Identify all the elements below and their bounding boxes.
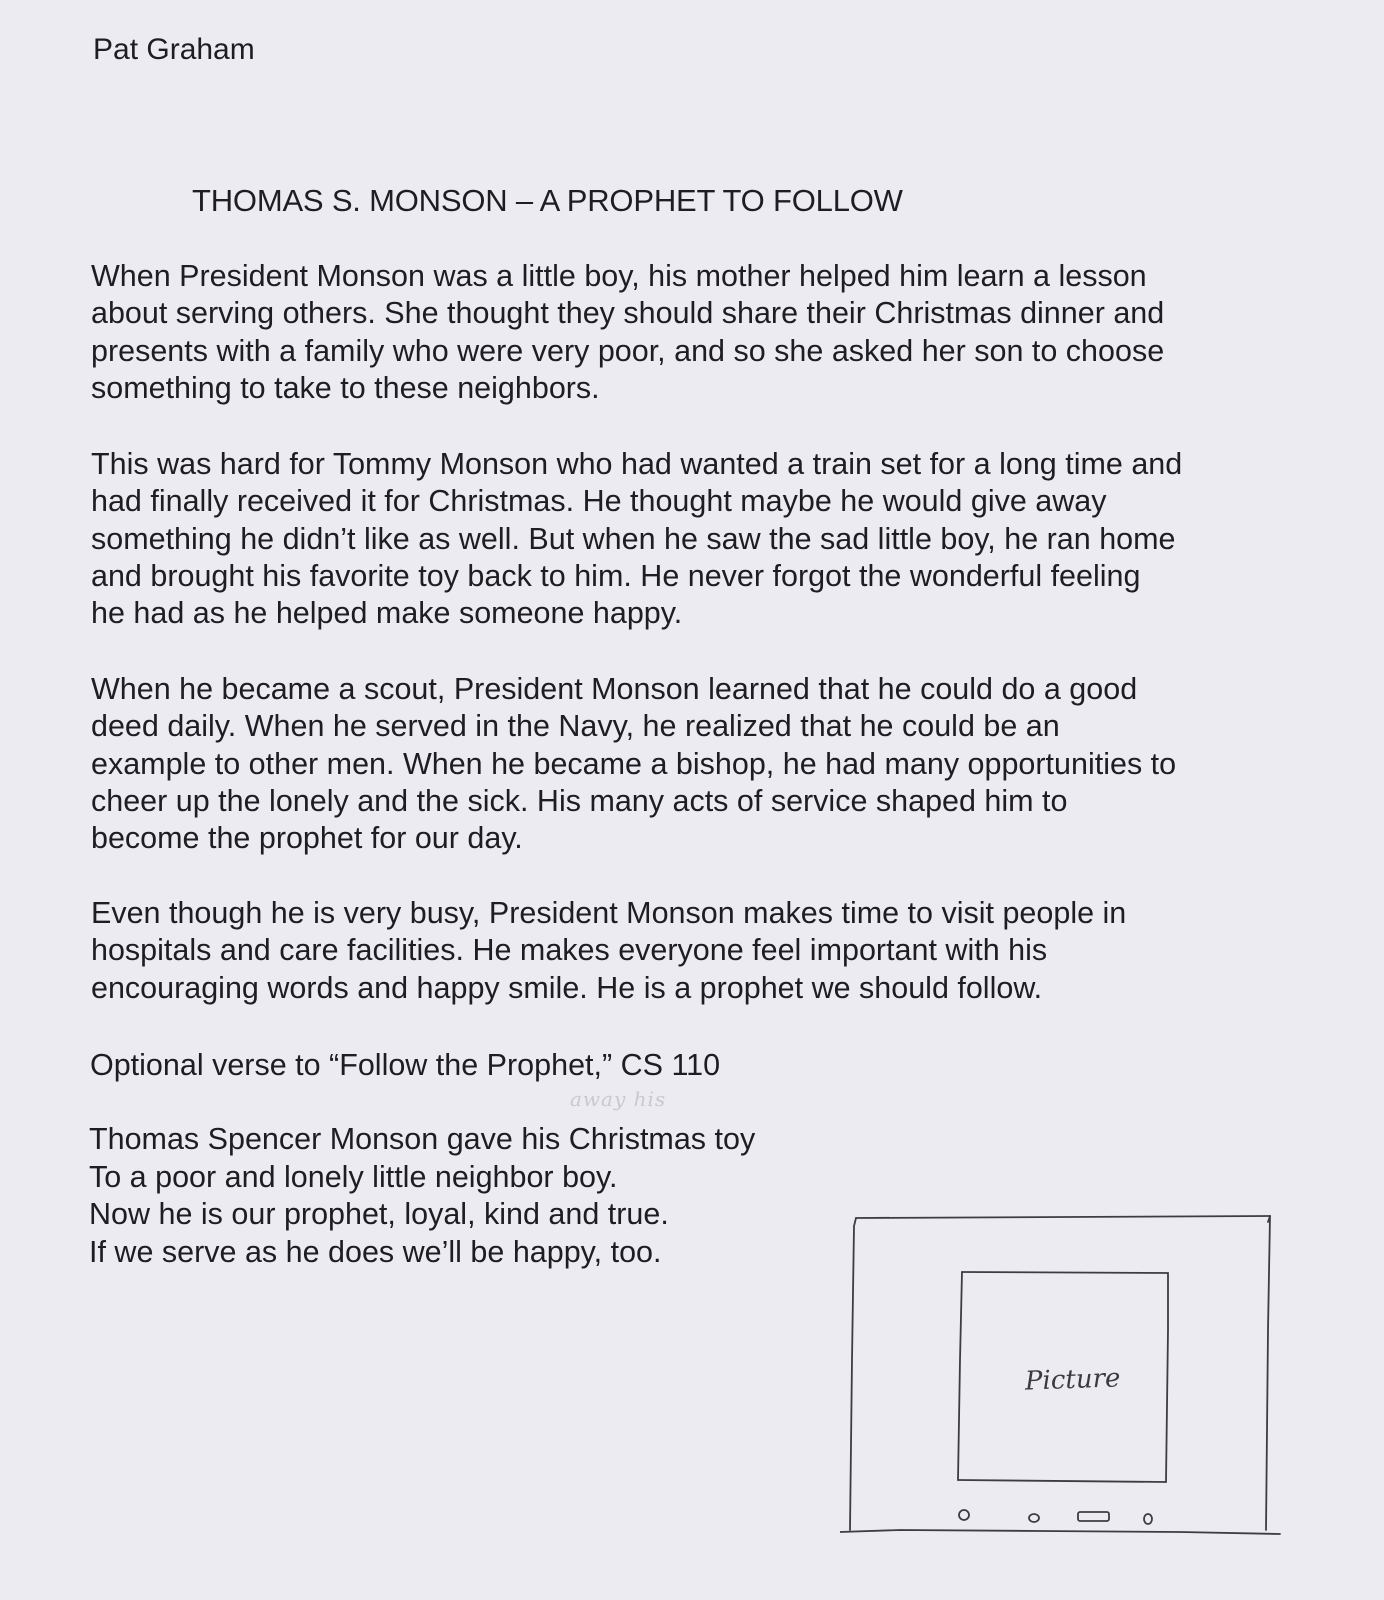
paragraph-line: This was hard for Tommy Monson who had wanted a train set for a long time and bbox=[91, 447, 1183, 481]
paragraph-line: example to other men. When he became a bishop, he had many opportunities to bbox=[91, 746, 1177, 781]
verse-line: To a poor and lonely little neighbor boy. bbox=[89, 1159, 618, 1194]
verse-line: Now he is our prophet, loyal, kind and true. bbox=[89, 1197, 669, 1231]
author-name: Pat Graham bbox=[93, 33, 255, 66]
verse bbox=[89, 1121, 755, 1271]
paragraph-line: he had as he helped make someone happy. bbox=[91, 596, 683, 631]
paragraph-line: When President Monson was a little boy, his mother helped him learn a lesson bbox=[91, 259, 1147, 293]
verse-line: If we serve as he does we’ll be happy, too. bbox=[89, 1234, 662, 1269]
paragraph-line: something to take to these neighbors. bbox=[91, 370, 600, 405]
document-title: THOMAS S. MONSON – A PROPHET TO FOLLOW bbox=[192, 183, 903, 218]
paragraph-4 bbox=[91, 895, 1321, 1007]
paragraph-line: presents with a family who were very poor, and so she asked her son to choose bbox=[91, 333, 1165, 368]
paragraph-line: cheer up the lonely and the sick. His many acts of service shaped him to bbox=[91, 783, 1068, 818]
paragraph-line: about serving others. She thought they should share their Christmas dinner and bbox=[91, 296, 1165, 331]
paragraph-line: When he became a scout, President Monson learned that he could do a good bbox=[91, 672, 1138, 706]
paragraph-1 bbox=[91, 258, 1321, 407]
paragraph-3 bbox=[91, 671, 1321, 857]
paragraph-line: and brought his favorite toy back to him. He never forgot the wonderful feeling bbox=[91, 558, 1141, 593]
paragraph-line: had finally received it for Christmas. He thought maybe he would give away bbox=[91, 484, 1107, 519]
optional-verse-label: Optional verse to “Follow the Prophet,” CS 110 bbox=[90, 1048, 721, 1082]
paragraph-line: Even though he is very busy, President Monson makes time to visit people in bbox=[91, 896, 1127, 930]
paragraph-2 bbox=[91, 446, 1321, 632]
paragraph-line: deed daily. When he served in the Navy, he realized that he could be an bbox=[91, 709, 1060, 744]
paragraph-line: encouraging words and happy smile. He is a prophet we should follow. bbox=[91, 970, 1043, 1005]
paragraph-line: something he didn’t like as well. But when he saw the sad little boy, he ran home bbox=[91, 521, 1176, 556]
pencil-note: away his bbox=[570, 1087, 667, 1111]
picture-label: Picture bbox=[1024, 1363, 1121, 1397]
paragraph-line: become the prophet for our day. bbox=[91, 821, 523, 856]
verse-line: Thomas Spencer Monson gave his Christmas toy bbox=[89, 1122, 756, 1156]
paragraph-line: hospitals and care facilities. He makes everyone feel important with his bbox=[91, 933, 1048, 968]
